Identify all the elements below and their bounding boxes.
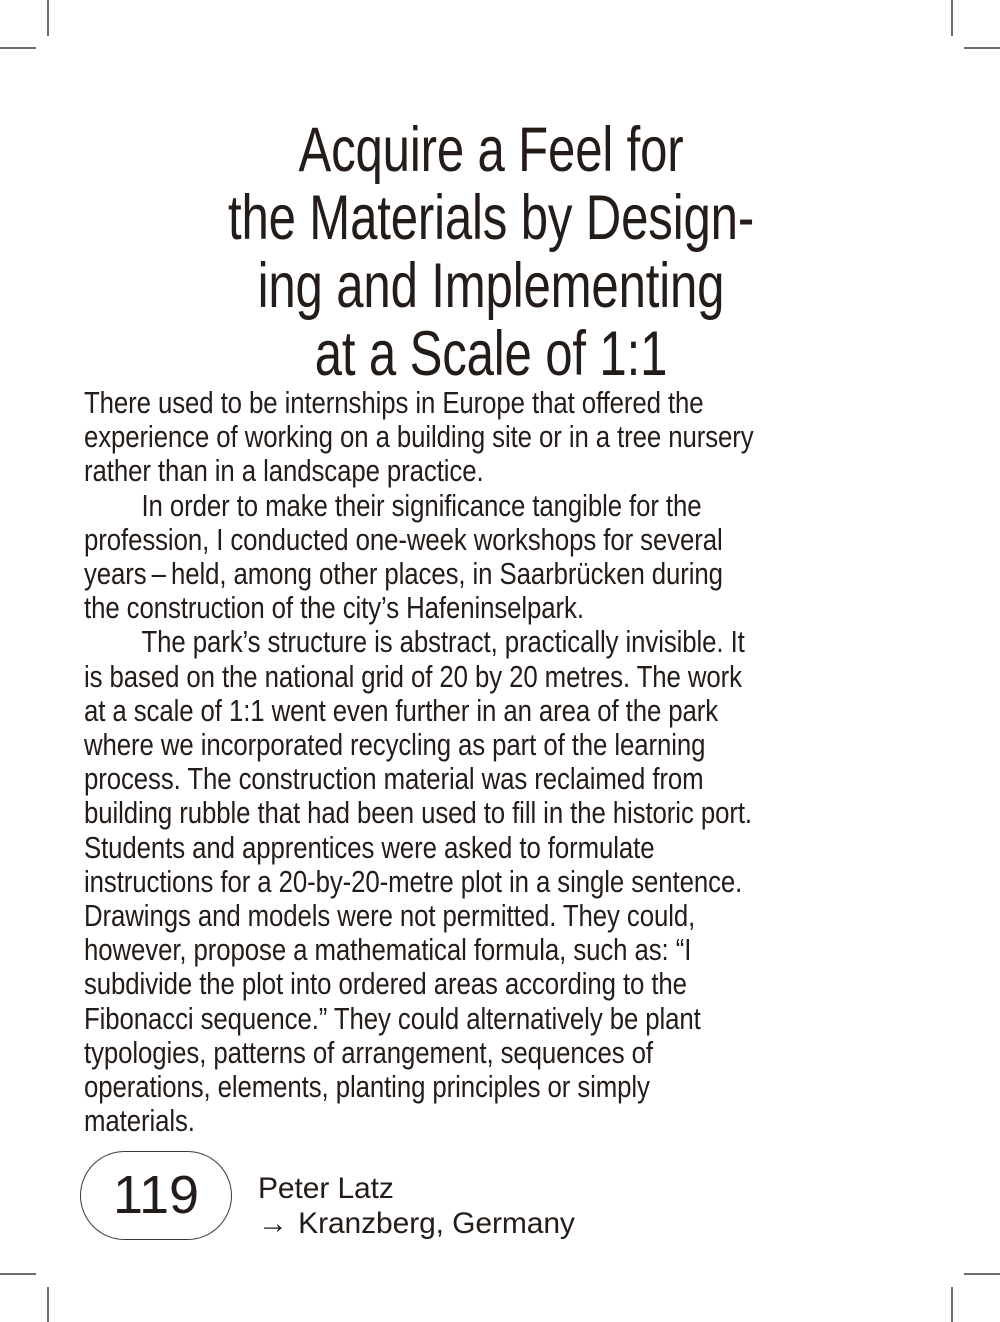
body-paragraph-3: The park’s structure is abstract, practically invisible. It is based on the national grid of 20 by 20 metres. The work at a scale of 1:1 went even further in an area of the park where we incorporated recycling as part of the learning process. The construction material was reclaimed from building rubble that had been used to fill in the historic port. Students and apprentices were asked to formulate instructions for a 20-by-20-metre plot in a single sentence. Drawings and models were not permitted. They could, however, propose a mathematical formula, such as: “I subdivide the plot into ordered areas according to the Fibonacci sequence.” They could alternatively be plant typologies, patterns of arrangement, sequences of operations, elements, planting principles or simply materials. (84, 625, 752, 1139)
crop-mark-bottom-left-vertical (47, 1287, 49, 1322)
arrow-right-icon: → (258, 1207, 288, 1240)
page-title-line-2: the Materials by Design- (227, 183, 755, 254)
body-paragraph-2: In order to make their significance tangible for the profession, I conducted one-week workshops for several years – held, among other places, in Saarbrücken during the construction of the city’s Hafeninselpark. (84, 488, 723, 626)
crop-mark-top-right-horizontal (964, 47, 1000, 49)
body-copy (84, 386, 760, 1138)
author-name: Peter Latz (258, 1172, 394, 1205)
crop-mark-bottom-right-vertical (951, 1287, 953, 1322)
page-number-badge (80, 1151, 232, 1240)
page-title-line-4: at a Scale of 1:1 (314, 319, 668, 390)
page-number: 119 (112, 1164, 200, 1225)
page-title (155, 116, 827, 388)
page-title-line-3: ing and Implementing (257, 251, 725, 322)
crop-mark-top-left-vertical (47, 0, 49, 36)
page-footer (80, 1151, 575, 1241)
crop-mark-top-right-vertical (951, 0, 953, 36)
author-location-text: Kranzberg, Germany (298, 1207, 575, 1240)
author-location (258, 1206, 575, 1241)
crop-mark-top-left-horizontal (0, 47, 36, 49)
body-paragraph-1: There used to be internships in Europe that offered the experience of working on a building site or in a tree nursery rather than in a landscape practice. (84, 386, 754, 489)
crop-mark-bottom-right-horizontal (964, 1273, 1000, 1275)
crop-mark-bottom-left-horizontal (0, 1273, 36, 1275)
page-title-line-1: Acquire a Feel for (298, 115, 684, 186)
author-credit (258, 1151, 575, 1241)
